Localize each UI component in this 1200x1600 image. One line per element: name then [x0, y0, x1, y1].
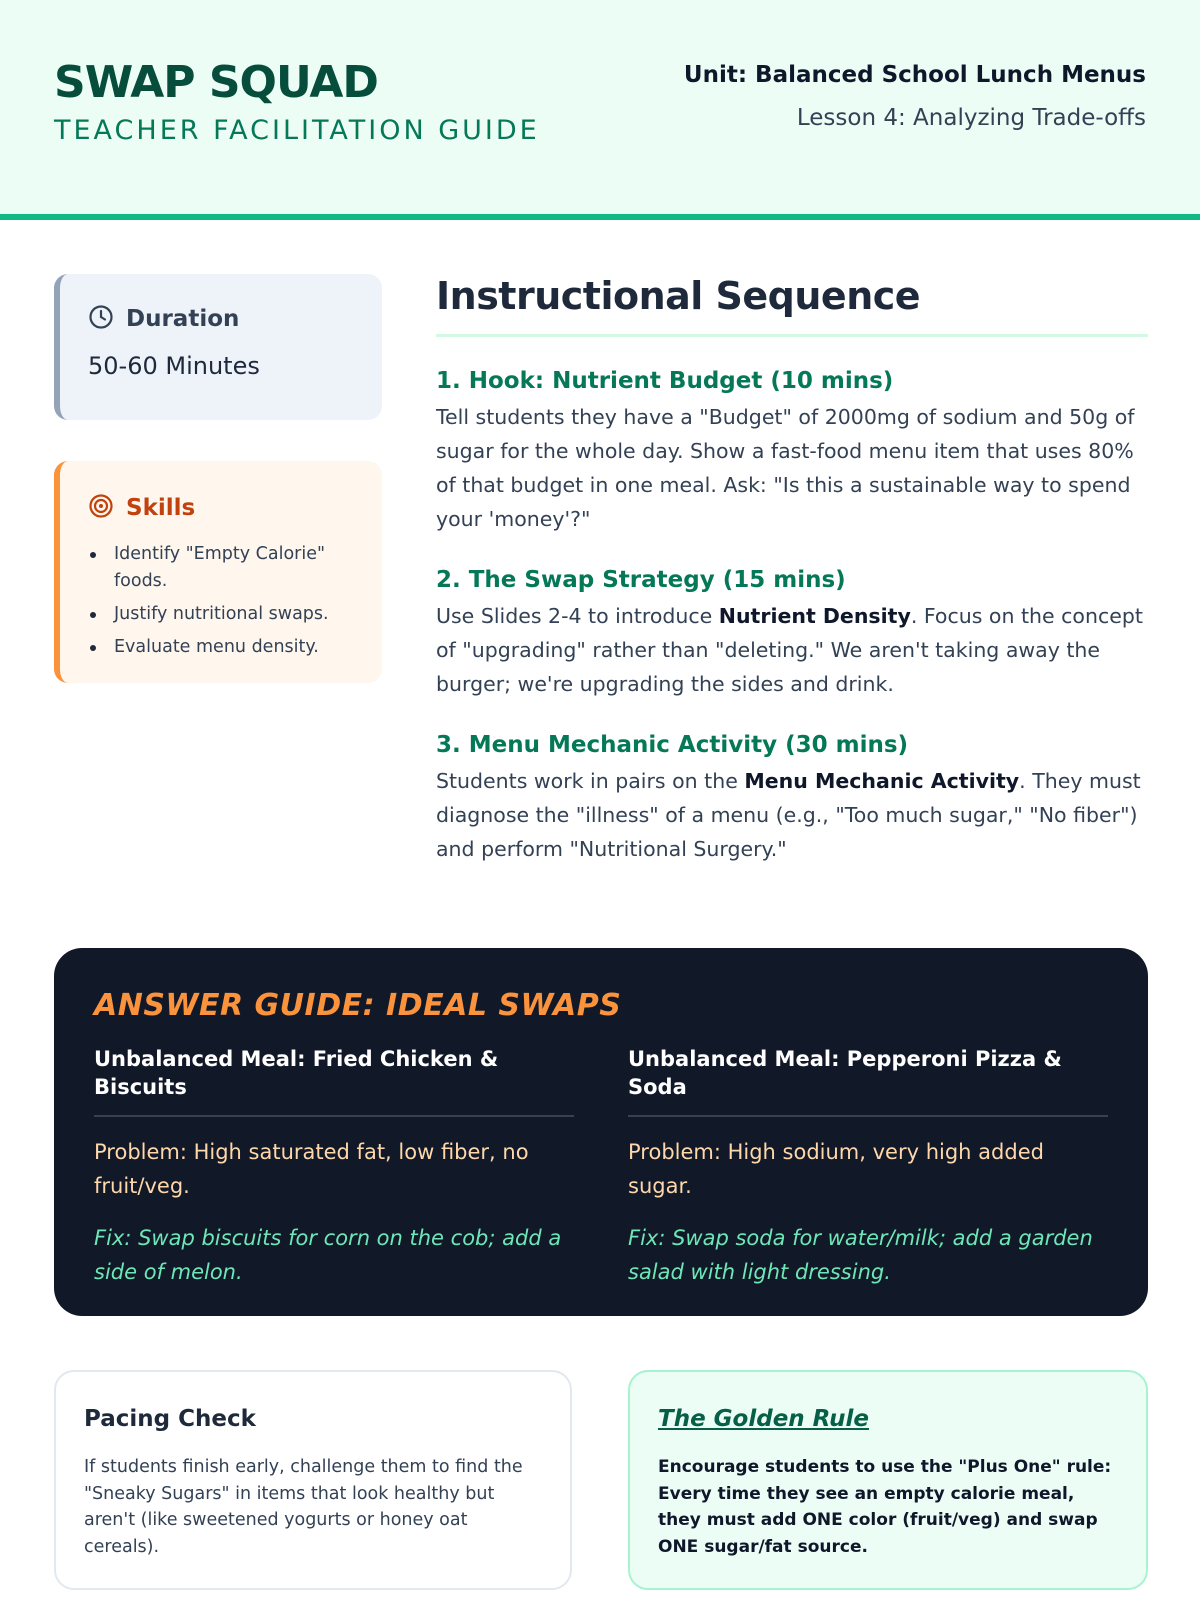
skills-list — [88, 541, 382, 661]
meal-problem: Problem: High sodium, very high added sugar. — [628, 1140, 1044, 1198]
lesson-title: Lesson 4: Analyzing Trade-offs — [796, 105, 1146, 131]
golden-rule-box — [628, 1370, 1148, 1590]
brand-title: SWAP SQUAD — [54, 57, 378, 108]
sequence-title: Instructional Sequence — [436, 274, 1148, 337]
step-body — [436, 599, 1148, 701]
duration-header — [88, 304, 382, 334]
meal-title: Unbalanced Meal: Pepperoni Pizza & Soda — [628, 1045, 1108, 1117]
duration-value: 50-60 Minutes — [88, 352, 260, 380]
answer-guide-title: ANSWER GUIDE: IDEAL SWAPS — [94, 988, 622, 1023]
meal-problem: Problem: High saturated fat, low fiber, no fruit/veg. — [94, 1140, 529, 1198]
list-item: Identify "Empty Calorie" foods. — [88, 541, 354, 595]
answer-guide — [54, 948, 1148, 1316]
meal-title: Unbalanced Meal: Fried Chicken & Biscuits — [94, 1045, 574, 1117]
duration-label: Duration — [126, 306, 240, 332]
step-title: 1. Hook: Nutrient Budget (10 mins) — [436, 368, 894, 394]
step-body-text: . They must diagnose the "illness" of a menu (e.g., "Too much sugar," "No fiber") and perform "Nutritional Surgery." — [436, 769, 1141, 861]
skills-header — [88, 493, 382, 523]
step-swap-strategy — [436, 564, 1148, 701]
duration-card — [54, 274, 382, 420]
unit-info — [684, 58, 1146, 135]
step-body-emphasis: Menu Mechanic Activity — [744, 769, 1020, 793]
step-body — [436, 764, 1148, 866]
pacing-title: Pacing Check — [84, 1406, 256, 1432]
golden-rule-title: The Golden Rule — [658, 1406, 869, 1432]
skills-card — [54, 461, 382, 683]
step-hook — [436, 365, 1148, 536]
pacing-body: If students finish early, challenge them to find the "Sneaky Sugars" in items that look healthy but aren't (like sweetened yogurts or honey oat cereals). — [84, 1457, 523, 1557]
instructional-sequence — [436, 274, 1148, 866]
step-body-emphasis: Nutrient Density — [718, 604, 911, 628]
pacing-check-box — [54, 1370, 572, 1590]
golden-rule-body: Encourage students to use the "Plus One" rule: Every time they see an empty calorie meal, they must add ONE color (fruit/veg) and swap ONE sugar/fat source. — [658, 1457, 1112, 1557]
unit-title: Unit: Balanced School Lunch Menus — [683, 62, 1146, 88]
answer-column-pizza — [628, 1045, 1108, 1289]
answer-column-fried-chicken — [94, 1045, 574, 1289]
clock-icon — [88, 304, 114, 334]
brand-block — [54, 56, 540, 148]
meal-fix: Fix: Swap biscuits for corn on the cob; add a side of melon. — [94, 1226, 562, 1284]
step-body-text: Use Slides 2-4 to introduce — [436, 604, 719, 628]
step-menu-mechanic — [436, 729, 1148, 866]
page-header — [0, 0, 1200, 220]
step-title: 2. The Swap Strategy (15 mins) — [436, 567, 846, 593]
step-body-text: Students work in pairs on the — [436, 769, 745, 793]
target-icon — [88, 493, 114, 523]
step-body: Tell students they have a "Budget" of 2000mg of sodium and 50g of sugar for the whole day. Show a fast-food menu item that uses 80% of that budget in one meal. Ask: "Is this a sustainable way to spend your 'money'?" — [436, 405, 1135, 531]
list-item: Justify nutritional swaps. — [88, 601, 354, 628]
brand-subtitle: TEACHER FACILITATION GUIDE — [54, 115, 540, 146]
list-item: Evaluate menu density. — [88, 634, 354, 661]
step-title: 3. Menu Mechanic Activity (30 mins) — [436, 732, 909, 758]
answer-guide-columns — [94, 1045, 1108, 1289]
step-body-text: . Focus on the concept of "upgrading" rather than "deleting." We aren't taking away the burger; we're upgrading the sides and drink. — [436, 604, 1143, 696]
skills-label: Skills — [126, 495, 196, 521]
meal-fix: Fix: Swap soda for water/milk; add a garden salad with light dressing. — [628, 1226, 1093, 1284]
